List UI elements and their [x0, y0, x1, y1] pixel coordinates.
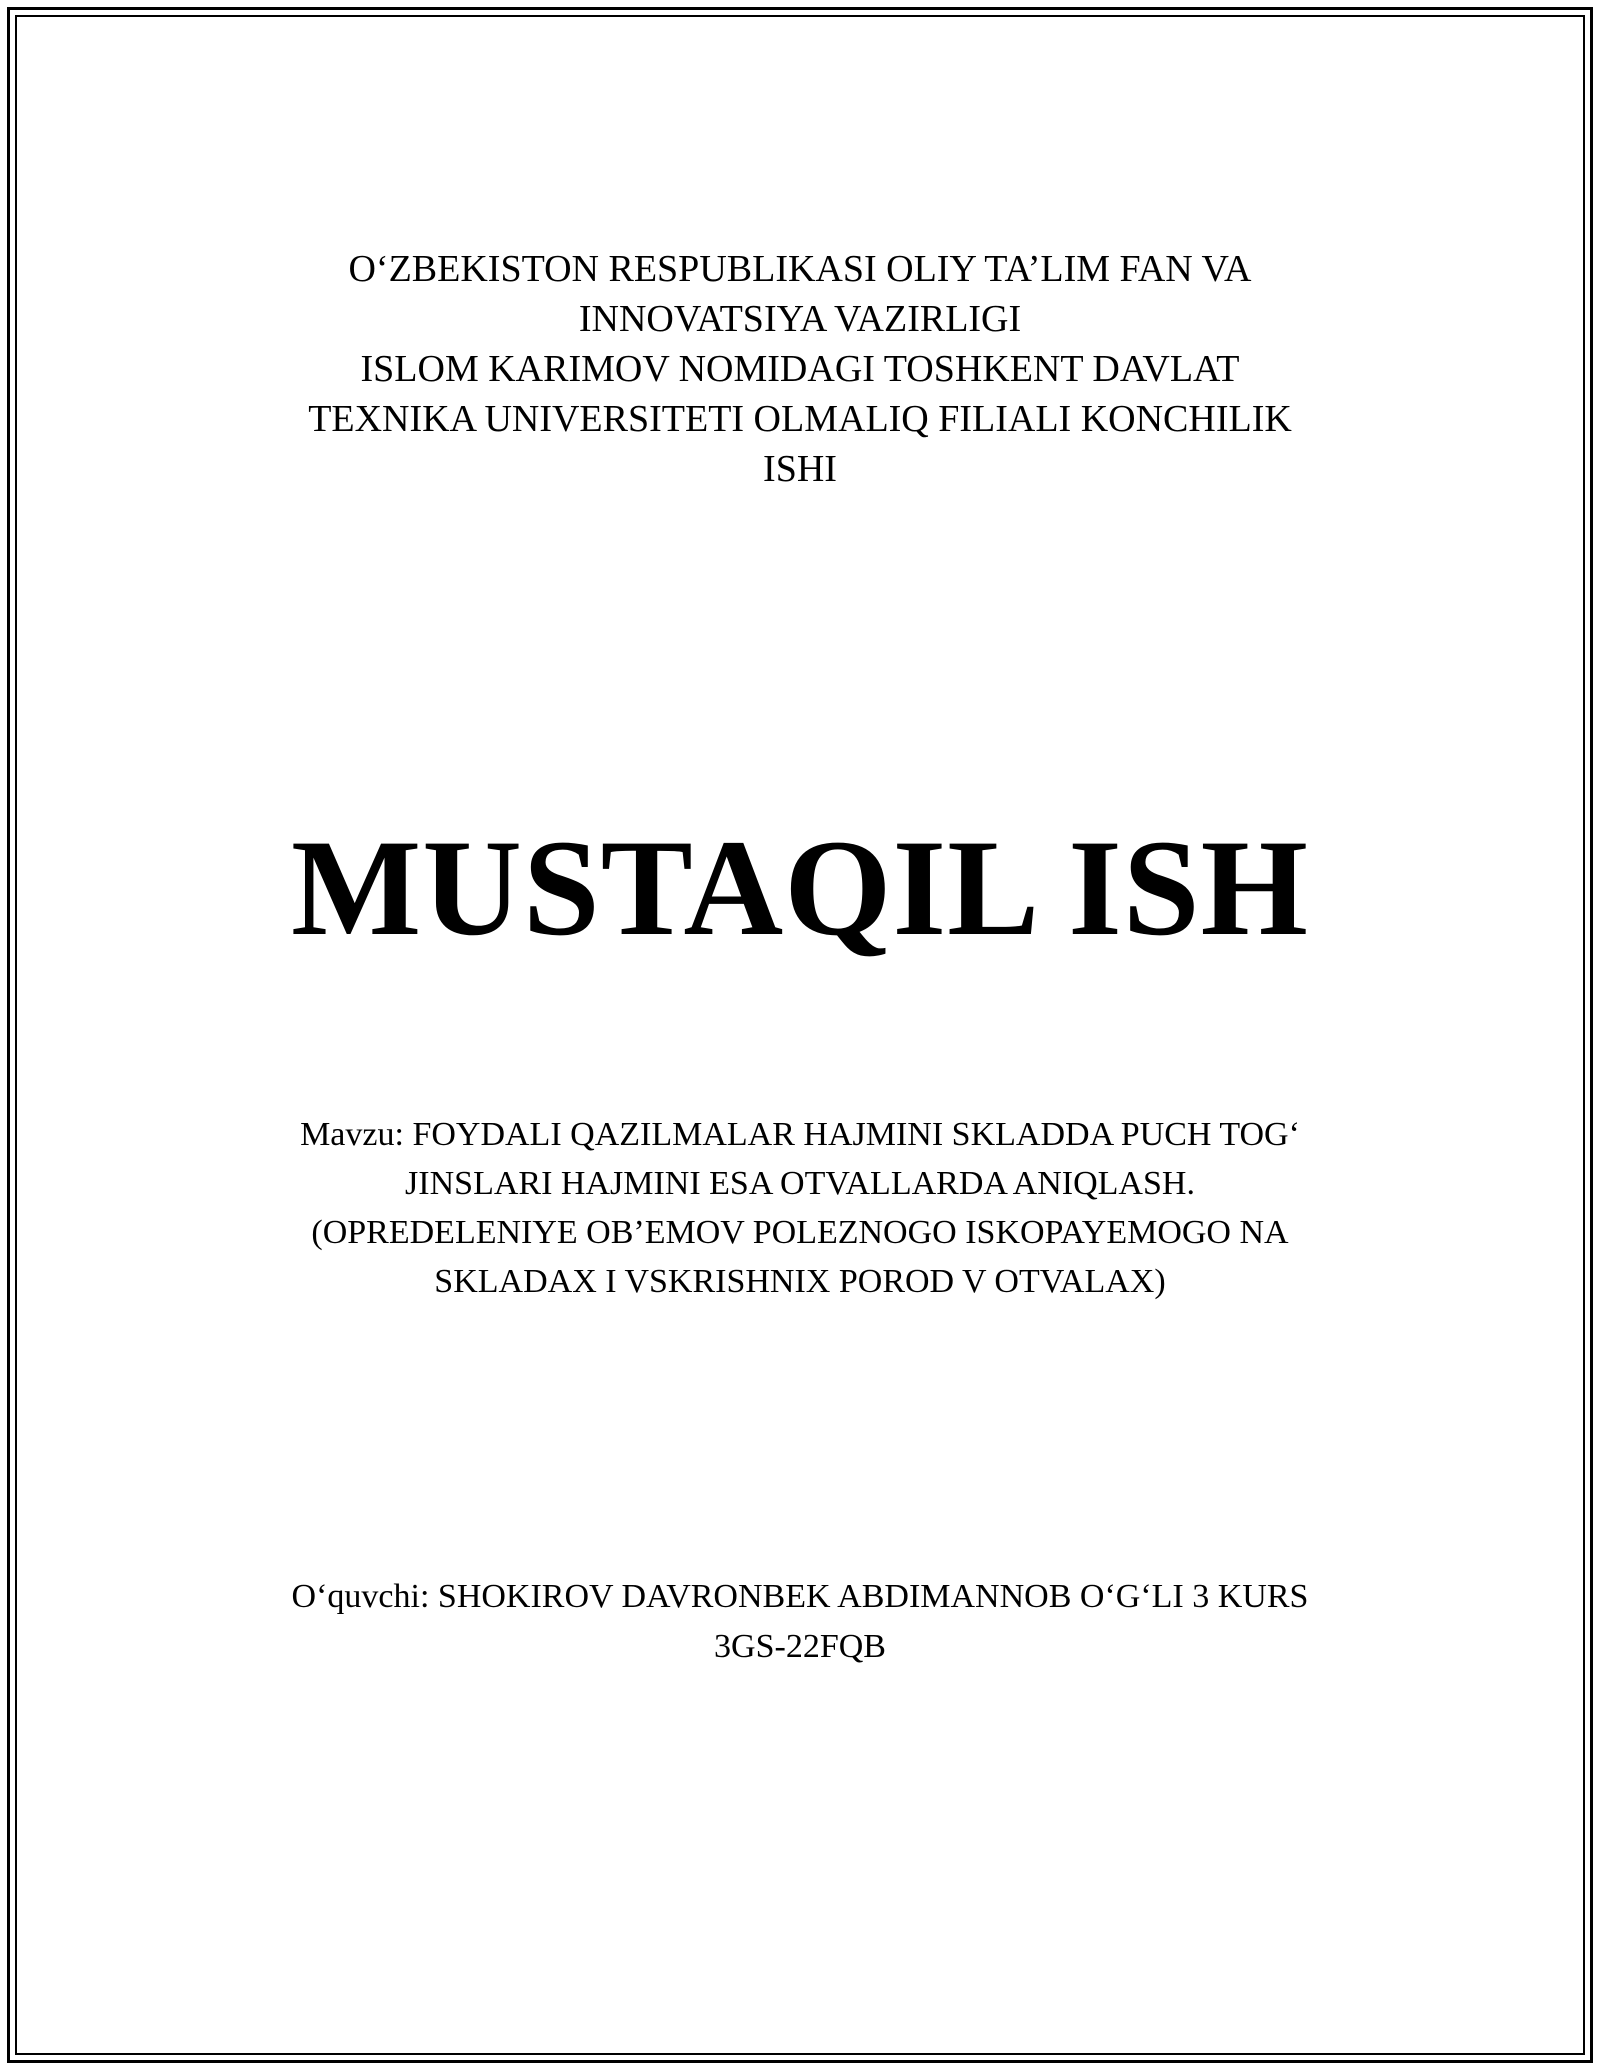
topic-line: SKLADAX I VSKRISHNIX POROD V OTVALAX) [434, 1263, 1166, 1300]
topic-block [0, 1110, 1600, 1306]
topic-line: JINSLARI HAJMINI ESA OTVALLARDA ANIQLASH. [405, 1165, 1195, 1202]
header-line: ISLOM KARIMOV NOMIDAGI TOSHKENT DAVLAT [360, 348, 1240, 390]
student-line: O‘quvchi: SHOKIROV DAVRONBEK ABDIMANNOB O‘G‘LI 3 KURS [291, 1578, 1309, 1615]
header-line: ISHI [763, 448, 837, 490]
document-title: MUSTAQIL ISH [291, 811, 1309, 964]
topic-line: Mavzu: FOYDALI QAZILMALAR HAJMINI SKLADDA PUCH TOG‘ [300, 1116, 1300, 1153]
header-line: INNOVATSIYA VAZIRLIGI [578, 298, 1022, 340]
header-line: TEXNIKA UNIVERSITETI OLMALIQ FILIALI KONCHILIK [308, 398, 1292, 440]
student-info [0, 1572, 1600, 1672]
topic-line: (OPREDELENIYE OB’EMOV POLEZNOGO ISKOPAYEMOGO NA [311, 1214, 1289, 1251]
institution-header [0, 244, 1600, 494]
header-line: O‘ZBEKISTON RESPUBLIKASI OLIY TA’LIM FAN VA [348, 248, 1252, 290]
student-group: 3GS-22FQB [714, 1628, 886, 1665]
